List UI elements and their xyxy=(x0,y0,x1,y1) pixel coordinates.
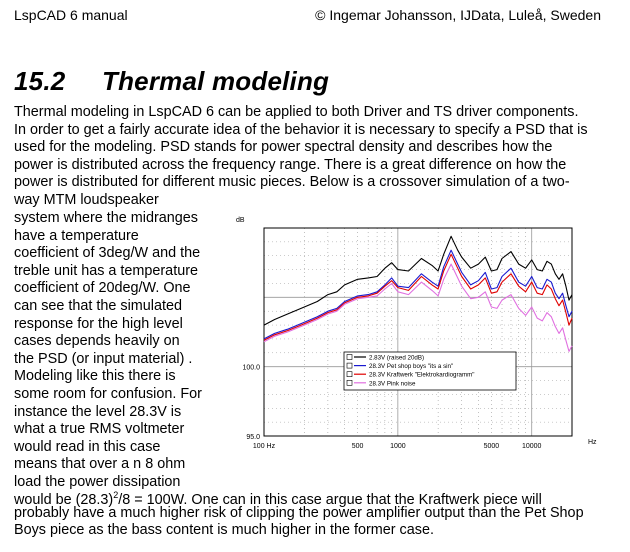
chart-curves xyxy=(264,236,572,351)
paragraph-side-line-16: load the power dissipation xyxy=(14,473,181,490)
chart-svg xyxy=(214,210,612,474)
paragraph-side-line-3: coefficient of 3deg/W and the xyxy=(14,245,201,262)
legend-checkbox xyxy=(347,372,352,377)
paragraph-top-line-3: used for the modeling. PSD stands for power spectral density and describes how the xyxy=(14,139,553,156)
paragraph-top-line-6: way MTM loudspeaker xyxy=(14,191,159,208)
section-heading xyxy=(14,66,329,97)
paragraph-side-line-6: can see that the simulated xyxy=(14,297,182,314)
paragraph-side-line-1: system where the midranges xyxy=(14,210,198,226)
paragraph-side-line-9: the PSD (or input material) . xyxy=(14,350,193,367)
legend-checkbox xyxy=(347,363,352,368)
exponent: 2 xyxy=(113,490,119,500)
section-number: 15.2 xyxy=(14,66,66,96)
legend-entry-2: 28.3V Pet shop boys "its a sin" xyxy=(369,363,454,371)
legend-entry-4: 28.3V Pink noise xyxy=(369,380,416,388)
paragraph-side-line-2: have a temperature xyxy=(14,227,139,244)
x-tick-label: 1000 xyxy=(390,443,406,450)
paragraph-bottom-line-3: Boys piece as the bass content is much higher in the former case. xyxy=(14,522,434,539)
x-tick-label: 10000 xyxy=(521,443,542,450)
chart-legend xyxy=(344,352,516,390)
paragraph-side-line-4: treble unit has a temperature xyxy=(14,262,198,279)
paragraph-side-line-12: instance the level 28.3V is xyxy=(14,403,182,420)
paragraph-side-line-10: Modeling like this there is xyxy=(14,368,176,385)
x-unit-label: Hz xyxy=(588,439,597,446)
paragraph-side-line-7: response for the high level xyxy=(14,315,183,332)
paragraph-top-line-2: In order to get a fairly accurate idea of the behavior it is necessary to specify a PSD that is xyxy=(14,121,588,138)
paragraph-top xyxy=(14,104,588,210)
series-line-2 xyxy=(264,250,572,339)
paragraph-side-line-15: means that over a n 8 ohm xyxy=(14,456,186,473)
paragraph-top-line-4: power is distributed across the frequency range. There is a great difference on how the xyxy=(14,156,567,173)
paragraph-bottom-line-1: would be $(28.3)^2/8 = 100W$. One can in this case argue that the Kraftwerk piece will xyxy=(14,490,542,508)
paragraph-top-line-1: Thermal modeling in LspCAD 6 can be applied to both Driver and TS driver components. xyxy=(14,104,579,120)
header-doc-title: LspCAD 6 manual xyxy=(14,7,128,23)
x-tick-label: 100 Hz xyxy=(252,443,276,450)
paragraph-side-line-14: would read in this case xyxy=(14,438,161,455)
y-tick-label: 95.0 xyxy=(246,434,260,441)
paragraph-bottom xyxy=(14,487,584,540)
paragraph-side-line-11: some room for confusion. For xyxy=(14,385,202,402)
paragraph-side-line-13: what a true RMS voltmeter xyxy=(14,421,185,438)
header-copyright: © Ingemar Johansson, IJData, Luleå, Sweden xyxy=(315,7,601,23)
legend-entry-3: 28.3V Kraftwerk "Elektrokardiogramm" xyxy=(369,371,475,379)
x-tick-label: 500 xyxy=(351,443,364,450)
chart-grid xyxy=(264,228,572,436)
paragraph-top-line-5: power is distributed for different music pieces. Below is a crossover simulation of a two- xyxy=(14,174,570,191)
paragraph-bottom-line-2: probably have a much higher risk of clipping the power amplifier output than the Pet Shop xyxy=(14,504,584,521)
legend-checkbox xyxy=(347,355,352,360)
legend-entry-1: 2.83V (raised 20dB) xyxy=(369,354,425,362)
chart-labels xyxy=(236,217,597,450)
section-title: Thermal modeling xyxy=(102,66,330,96)
frequency-response-chart xyxy=(214,210,612,474)
y-tick-label: 100.0 xyxy=(242,364,260,372)
x-tick-label: 5000 xyxy=(483,443,500,450)
paragraph-side-line-8: cases depends heavily on xyxy=(14,333,180,350)
paragraph-side xyxy=(14,210,202,492)
paragraph-side-line-5: coefficient of 20deg/W. One xyxy=(14,280,191,297)
y-unit-label: dB xyxy=(236,217,245,224)
legend-checkbox xyxy=(347,380,352,385)
